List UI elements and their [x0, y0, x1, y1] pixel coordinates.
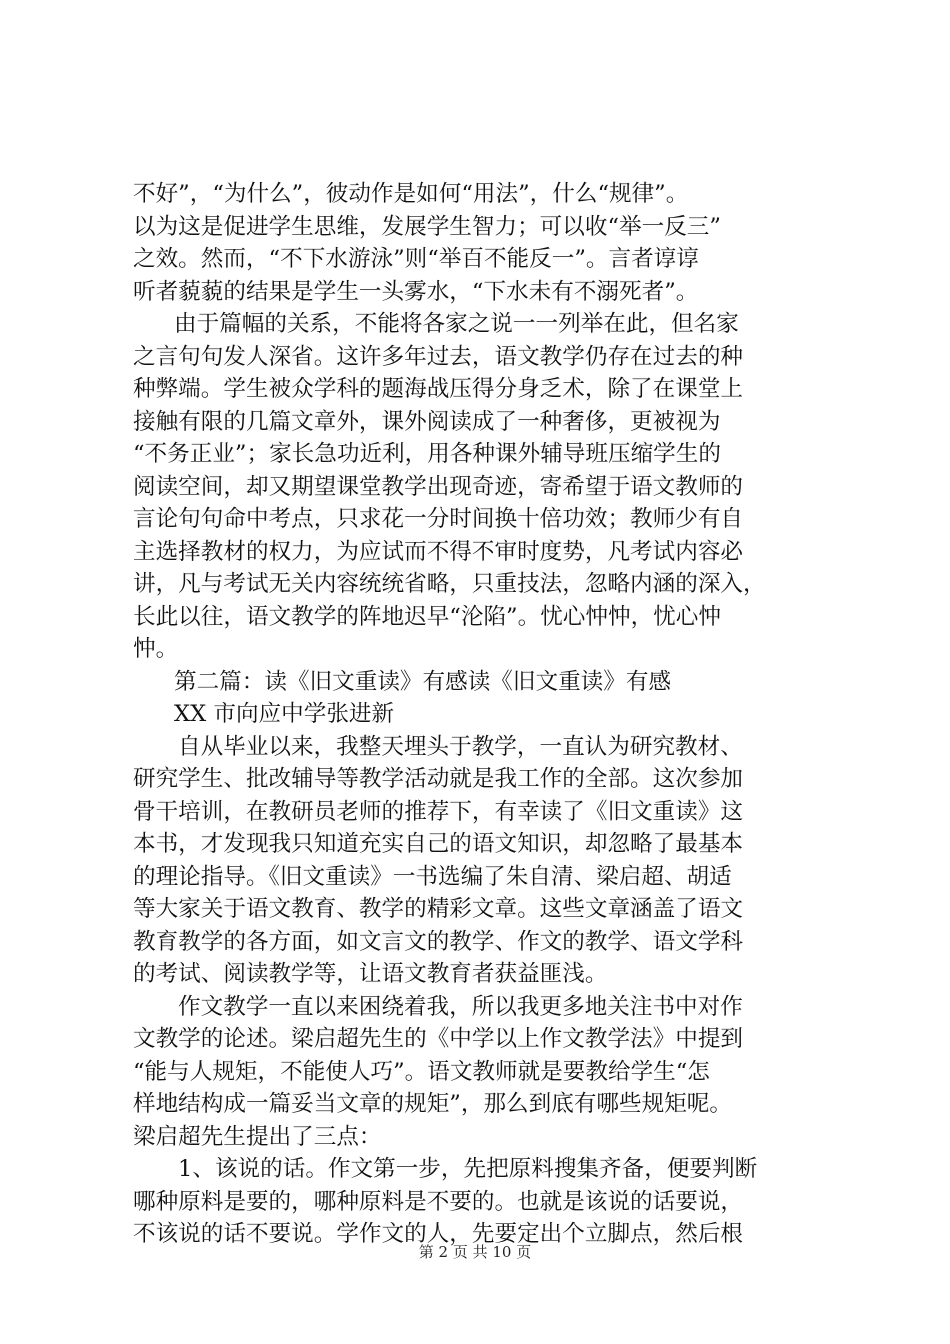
text-line: 忡。 [133, 636, 179, 662]
text-line: 由于篇幅的关系，不能将各家之说一一列举在此，但名家 [174, 311, 739, 337]
text-line: 研究学生、批改辅导等教学活动就是我工作的全部。这次参加 [133, 766, 744, 792]
text-line: 种弊端。学生被众学科的题海战压得分身乏术，除了在课堂上 [133, 376, 744, 402]
text-line: 言论句句命中考点，只求花一分时间换十倍功效；教师少有自 [133, 506, 744, 532]
text-line: 本书，才发现我只知道充实自己的语文知识，却忽略了最基本 [133, 831, 744, 857]
text-line: 教育教学的各方面，如文言文的教学、作文的教学、语文学科 [133, 928, 744, 955]
text-line: 样地结构成一篇妥当文章的规矩”，那么到底有哪些规矩呢。 [133, 1091, 732, 1117]
text-line: 等大家关于语文教育、教学的精彩文章。这些文章涵盖了语文 [133, 896, 744, 922]
text-line: 之言句句发人深省。这许多年过去，语文教学仍存在过去的种 [133, 343, 744, 370]
text-line: 听者藐藐的结果是学生一头雾水，“下水未有不溺死者”。 [133, 278, 699, 305]
text-line: 长此以往，语文教学的阵地迟早“沦陷”。忧心忡忡，忧心忡 [133, 603, 721, 630]
text-line: 自从毕业以来，我整天埋头于教学，一直认为研究教材、 [178, 733, 743, 760]
text-line: 文教学的论述。梁启超先生的《中学以上作文教学法》中提到 [133, 1026, 744, 1052]
text-line: 1、该说的话。作文第一步，先把原料搜集齐备，便要判断 [178, 1156, 758, 1182]
text-line: 以为这是促进学生思维，发展学生智力；可以收“举一反三” [133, 213, 721, 240]
author-line: XX 市向应中学张进新 [174, 701, 395, 727]
text-line: “不务正业”；家长急功近利，用各种课外辅导班压缩学生的 [133, 441, 721, 467]
page-number-footer: 第 2 页 共 10 页 [418, 1243, 532, 1261]
text-line: 阅读空间，却又期望课堂教学出现奇迹，寄希望于语文教师的 [133, 473, 744, 500]
text-line: 接触有限的几篇文章外，课外阅读成了一种奢侈，更被视为 [133, 408, 721, 435]
text-line: 骨干培训，在教研员老师的推荐下，有幸读了《旧文重读》这 [133, 798, 744, 825]
section-title: 第二篇：读《旧文重读》有感读《旧文重读》有感 [174, 668, 672, 695]
text-line: 不该说的话不要说。学作文的人，先要定出个立脚点，然后根 [133, 1221, 744, 1247]
text-line: 哪种原料是要的，哪种原料是不要的。也就是该说的话要说， [133, 1188, 744, 1215]
text-line: 不好”，“为什么”，彼动作是如何“用法”，什么“规律”。 [133, 181, 689, 207]
text-line: 梁启超先生提出了三点： [133, 1123, 382, 1150]
text-line: 作文教学一直以来困绕着我，所以我更多地关注书中对作 [178, 993, 743, 1020]
text-line: 的理论指导。《旧文重读》一书选编了朱自清、梁启超、胡适 [133, 863, 732, 890]
text-line: “能与人规矩，不能使人巧”。语文教师就是要教给学生“怎 [133, 1058, 710, 1085]
text-line: 之效。然而，“不下水游泳”则“举百不能反一”。言者谆谆 [133, 246, 699, 272]
text-line: 的考试、阅读教学等，让语文教育者获益匪浅。 [133, 961, 608, 987]
text-line: 主选择教材的权力，为应试而不得不审时度势，凡考试内容必 [133, 538, 744, 565]
text-line: 讲，凡与考试无关内容统统省略，只重技法，忽略内涵的深入， [133, 571, 766, 597]
